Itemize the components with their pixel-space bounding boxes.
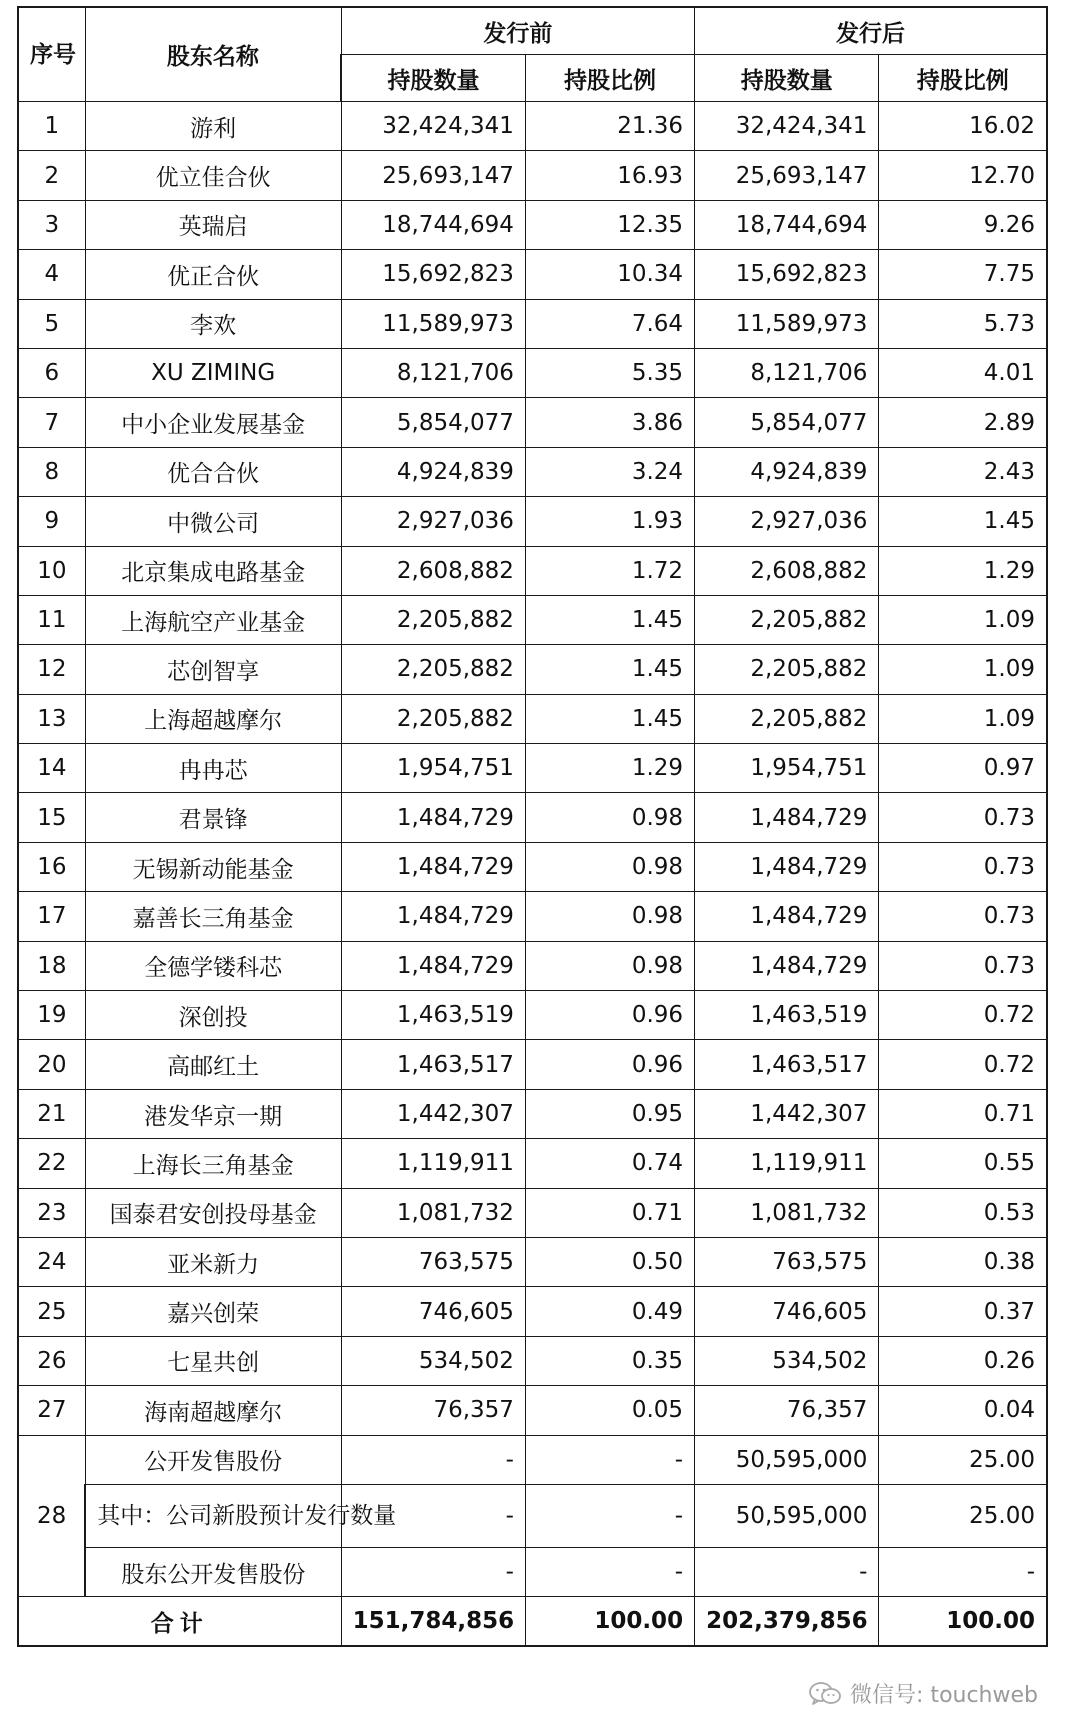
row-before-ratio: 0.96 bbox=[525, 1040, 694, 1089]
table-row bbox=[18, 348, 1047, 397]
row-name: 游利 bbox=[85, 102, 341, 151]
table-row bbox=[18, 546, 1047, 595]
table-row bbox=[18, 1386, 1047, 1435]
row-seq: 7 bbox=[18, 398, 85, 447]
row-seq: 19 bbox=[18, 991, 85, 1040]
row-seq: 3 bbox=[18, 200, 85, 249]
row-before-ratio: 0.50 bbox=[525, 1237, 694, 1286]
row-name: 公开发售股份 bbox=[85, 1435, 341, 1484]
row-seq: 6 bbox=[18, 348, 85, 397]
row-before-shares: 1,484,729 bbox=[341, 892, 525, 941]
row-before-shares: 2,205,882 bbox=[341, 595, 525, 644]
table-row bbox=[18, 1139, 1047, 1188]
row-seq: 10 bbox=[18, 546, 85, 595]
row-after-shares: 1,119,911 bbox=[695, 1139, 879, 1188]
row-before-shares: 15,692,823 bbox=[341, 250, 525, 299]
row-after-ratio: 0.73 bbox=[879, 941, 1047, 990]
total-after-shares: 202,379,856 bbox=[695, 1597, 879, 1647]
table-row bbox=[18, 1336, 1047, 1385]
table-row bbox=[18, 1089, 1047, 1138]
row-before-shares: 1,081,732 bbox=[341, 1188, 525, 1237]
row-after-shares: 1,484,729 bbox=[695, 842, 879, 891]
row-after-ratio: 9.26 bbox=[879, 200, 1047, 249]
row-name: 全德学镂科芯 bbox=[85, 941, 341, 990]
table-row bbox=[18, 447, 1047, 496]
row-name: 上海航空产业基金 bbox=[85, 595, 341, 644]
header-after: 发行后 bbox=[695, 7, 1047, 55]
row-after-ratio: 0.72 bbox=[879, 1040, 1047, 1089]
row-seq: 27 bbox=[18, 1386, 85, 1435]
row-name: 高邮红土 bbox=[85, 1040, 341, 1089]
row-name: 深创投 bbox=[85, 991, 341, 1040]
wechat-icon bbox=[808, 1681, 842, 1707]
row-after-ratio: 0.73 bbox=[879, 892, 1047, 941]
row-after-shares: 1,463,517 bbox=[695, 1040, 879, 1089]
row-before-shares: 763,575 bbox=[341, 1237, 525, 1286]
row-before-ratio: 0.98 bbox=[525, 793, 694, 842]
row-after-ratio: 0.55 bbox=[879, 1139, 1047, 1188]
row-name: XU ZIMING bbox=[85, 348, 341, 397]
row-before-ratio: 0.98 bbox=[525, 842, 694, 891]
row-name: 英瑞启 bbox=[85, 200, 341, 249]
row-after-shares: 1,484,729 bbox=[695, 941, 879, 990]
row-before-ratio: 0.05 bbox=[525, 1386, 694, 1435]
row-after-shares: 763,575 bbox=[695, 1237, 879, 1286]
row-name: 嘉善长三角基金 bbox=[85, 892, 341, 941]
table-row bbox=[18, 744, 1047, 793]
row-seq: 14 bbox=[18, 744, 85, 793]
row-seq: 21 bbox=[18, 1089, 85, 1138]
row-after-ratio: 2.89 bbox=[879, 398, 1047, 447]
row-after-shares: 1,463,519 bbox=[695, 991, 879, 1040]
row-after-ratio: 0.38 bbox=[879, 1237, 1047, 1286]
row-name: 国泰君安创投母基金 bbox=[85, 1188, 341, 1237]
row-before-ratio: 1.45 bbox=[525, 645, 694, 694]
table-row bbox=[18, 151, 1047, 200]
row-before-shares: 1,463,517 bbox=[341, 1040, 525, 1089]
row-seq: 12 bbox=[18, 645, 85, 694]
row-before-ratio: 0.71 bbox=[525, 1188, 694, 1237]
row-seq: 20 bbox=[18, 1040, 85, 1089]
header-after-shares: 持股数量 bbox=[695, 55, 879, 102]
row-after-shares: 25,693,147 bbox=[695, 151, 879, 200]
row-before-ratio: 1.93 bbox=[525, 497, 694, 546]
row-name: 亚米新力 bbox=[85, 1237, 341, 1286]
row-after-ratio: 0.73 bbox=[879, 842, 1047, 891]
table-row bbox=[18, 793, 1047, 842]
total-before-ratio: 100.00 bbox=[525, 1597, 694, 1647]
row-after-shares: 2,205,882 bbox=[695, 645, 879, 694]
table-row bbox=[18, 842, 1047, 891]
row-name: 冉冉芯 bbox=[85, 744, 341, 793]
row-after-ratio: 25.00 bbox=[879, 1484, 1047, 1547]
table-row bbox=[18, 991, 1047, 1040]
row-after-ratio: 0.97 bbox=[879, 744, 1047, 793]
row-before-ratio: 21.36 bbox=[525, 102, 694, 151]
row-before-shares: - bbox=[341, 1435, 525, 1484]
row-after-shares: 1,954,751 bbox=[695, 744, 879, 793]
row-before-shares: 5,854,077 bbox=[341, 398, 525, 447]
row-after-shares: - bbox=[695, 1547, 879, 1596]
row-before-shares: 4,924,839 bbox=[341, 447, 525, 496]
row-seq: 11 bbox=[18, 595, 85, 644]
row-after-ratio: 0.71 bbox=[879, 1089, 1047, 1138]
row-after-shares: 746,605 bbox=[695, 1287, 879, 1336]
row-after-shares: 50,595,000 bbox=[695, 1435, 879, 1484]
row-seq: 16 bbox=[18, 842, 85, 891]
header-before: 发行前 bbox=[341, 7, 694, 55]
row-after-shares: 8,121,706 bbox=[695, 348, 879, 397]
row-before-shares: 32,424,341 bbox=[341, 102, 525, 151]
row-after-ratio: 1.29 bbox=[879, 546, 1047, 595]
row-name: 李欢 bbox=[85, 299, 341, 348]
row-after-ratio: 16.02 bbox=[879, 102, 1047, 151]
total-after-ratio: 100.00 bbox=[879, 1597, 1047, 1647]
row-before-ratio: 0.74 bbox=[525, 1139, 694, 1188]
row-before-shares: 8,121,706 bbox=[341, 348, 525, 397]
total-row bbox=[18, 1597, 1047, 1647]
row-after-ratio: 2.43 bbox=[879, 447, 1047, 496]
row-name: 嘉兴创荣 bbox=[85, 1287, 341, 1336]
row-before-ratio: 3.24 bbox=[525, 447, 694, 496]
row-before-shares: 1,954,751 bbox=[341, 744, 525, 793]
row-after-shares: 2,608,882 bbox=[695, 546, 879, 595]
row-after-shares: 76,357 bbox=[695, 1386, 879, 1435]
table-row-28a bbox=[18, 1435, 1047, 1484]
row-name: 北京集成电路基金 bbox=[85, 546, 341, 595]
table-row bbox=[18, 102, 1047, 151]
table-row bbox=[18, 1237, 1047, 1286]
row-after-ratio: 7.75 bbox=[879, 250, 1047, 299]
row-after-shares: 5,854,077 bbox=[695, 398, 879, 447]
table-row bbox=[18, 595, 1047, 644]
row-after-shares: 2,205,882 bbox=[695, 595, 879, 644]
header-before-ratio: 持股比例 bbox=[525, 55, 694, 102]
row-before-ratio: - bbox=[525, 1547, 694, 1596]
row-name: 七星共创 bbox=[85, 1336, 341, 1385]
row-before-ratio: 3.86 bbox=[525, 398, 694, 447]
row-after-shares: 11,589,973 bbox=[695, 299, 879, 348]
row-after-ratio: 1.45 bbox=[879, 497, 1047, 546]
row-after-ratio: 0.73 bbox=[879, 793, 1047, 842]
row-before-ratio: 1.45 bbox=[525, 694, 694, 743]
row-after-ratio: 1.09 bbox=[879, 694, 1047, 743]
row-seq: 24 bbox=[18, 1237, 85, 1286]
row-after-shares: 15,692,823 bbox=[695, 250, 879, 299]
header-row-1 bbox=[18, 7, 1047, 55]
row-seq: 13 bbox=[18, 694, 85, 743]
row-after-ratio: 0.37 bbox=[879, 1287, 1047, 1336]
row-before-shares: 2,608,882 bbox=[341, 546, 525, 595]
row-name: 上海长三角基金 bbox=[85, 1139, 341, 1188]
row-after-shares: 32,424,341 bbox=[695, 102, 879, 151]
row-after-ratio: 4.01 bbox=[879, 348, 1047, 397]
row-before-ratio: 10.34 bbox=[525, 250, 694, 299]
row-name: 股东公开发售股份 bbox=[85, 1547, 341, 1596]
table-row bbox=[18, 1287, 1047, 1336]
row-after-shares: 2,205,882 bbox=[695, 694, 879, 743]
row-before-ratio: 0.49 bbox=[525, 1287, 694, 1336]
table-row bbox=[18, 892, 1047, 941]
row-seq: 17 bbox=[18, 892, 85, 941]
row-after-ratio: 1.09 bbox=[879, 595, 1047, 644]
row-name: 中微公司 bbox=[85, 497, 341, 546]
table-row bbox=[18, 497, 1047, 546]
row-seq: 25 bbox=[18, 1287, 85, 1336]
row-before-shares: 76,357 bbox=[341, 1386, 525, 1435]
row-after-ratio: 0.53 bbox=[879, 1188, 1047, 1237]
row-seq: 5 bbox=[18, 299, 85, 348]
row-before-shares: 1,484,729 bbox=[341, 842, 525, 891]
row-seq: 4 bbox=[18, 250, 85, 299]
row-before-shares: 2,205,882 bbox=[341, 694, 525, 743]
row-before-shares: 1,484,729 bbox=[341, 941, 525, 990]
row-after-ratio: 12.70 bbox=[879, 151, 1047, 200]
row-seq: 9 bbox=[18, 497, 85, 546]
row-before-ratio: 0.95 bbox=[525, 1089, 694, 1138]
row-before-shares: 1,442,307 bbox=[341, 1089, 525, 1138]
row-before-ratio: 7.64 bbox=[525, 299, 694, 348]
row-seq: 1 bbox=[18, 102, 85, 151]
row-name: 其中：公司新股预计发行数量 bbox=[85, 1484, 341, 1547]
row-before-ratio: 0.35 bbox=[525, 1336, 694, 1385]
table-row bbox=[18, 200, 1047, 249]
row-before-shares: 1,484,729 bbox=[341, 793, 525, 842]
row-name: 海南超越摩尔 bbox=[85, 1386, 341, 1435]
watermark bbox=[808, 1678, 1038, 1709]
header-after-ratio: 持股比例 bbox=[879, 55, 1047, 102]
row-after-shares: 1,081,732 bbox=[695, 1188, 879, 1237]
row-before-ratio: 0.96 bbox=[525, 991, 694, 1040]
row-name: 优正合伙 bbox=[85, 250, 341, 299]
row-name: 上海超越摩尔 bbox=[85, 694, 341, 743]
row-after-ratio: 0.26 bbox=[879, 1336, 1047, 1385]
row-name: 中小企业发展基金 bbox=[85, 398, 341, 447]
table-row bbox=[18, 694, 1047, 743]
row-after-shares: 1,484,729 bbox=[695, 892, 879, 941]
row-before-ratio: 1.45 bbox=[525, 595, 694, 644]
row-before-ratio: - bbox=[525, 1484, 694, 1547]
header-seq: 序号 bbox=[18, 7, 85, 102]
row-before-ratio: 1.72 bbox=[525, 546, 694, 595]
table-row bbox=[18, 398, 1047, 447]
row-name: 优合合伙 bbox=[85, 447, 341, 496]
shareholder-table bbox=[17, 6, 1048, 1647]
row-seq: 28 bbox=[18, 1435, 85, 1597]
row-after-ratio: 25.00 bbox=[879, 1435, 1047, 1484]
header-name: 股东名称 bbox=[85, 7, 341, 102]
row-seq: 22 bbox=[18, 1139, 85, 1188]
table-row-28c bbox=[18, 1547, 1047, 1596]
row-after-ratio: - bbox=[879, 1547, 1047, 1596]
row-name: 芯创智享 bbox=[85, 645, 341, 694]
table-row bbox=[18, 299, 1047, 348]
row-name: 无锡新动能基金 bbox=[85, 842, 341, 891]
row-before-shares: 18,744,694 bbox=[341, 200, 525, 249]
row-before-shares: - bbox=[341, 1547, 525, 1596]
row-seq: 26 bbox=[18, 1336, 85, 1385]
row-before-shares: 746,605 bbox=[341, 1287, 525, 1336]
row-seq: 23 bbox=[18, 1188, 85, 1237]
row-after-ratio: 1.09 bbox=[879, 645, 1047, 694]
row-after-ratio: 0.72 bbox=[879, 991, 1047, 1040]
row-after-ratio: 0.04 bbox=[879, 1386, 1047, 1435]
row-after-shares: 1,484,729 bbox=[695, 793, 879, 842]
row-before-shares: 25,693,147 bbox=[341, 151, 525, 200]
table-row-28b bbox=[18, 1484, 1047, 1547]
row-before-ratio: 0.98 bbox=[525, 892, 694, 941]
row-seq: 8 bbox=[18, 447, 85, 496]
row-before-ratio: 16.93 bbox=[525, 151, 694, 200]
row-after-ratio: 5.73 bbox=[879, 299, 1047, 348]
row-before-shares: 1,463,519 bbox=[341, 991, 525, 1040]
total-label: 合计 bbox=[18, 1597, 341, 1647]
row-before-ratio: 0.98 bbox=[525, 941, 694, 990]
row-before-ratio: - bbox=[525, 1435, 694, 1484]
row-seq: 2 bbox=[18, 151, 85, 200]
row-after-shares: 50,595,000 bbox=[695, 1484, 879, 1547]
row-after-shares: 18,744,694 bbox=[695, 200, 879, 249]
row-before-ratio: 5.35 bbox=[525, 348, 694, 397]
row-before-ratio: 12.35 bbox=[525, 200, 694, 249]
row-before-shares: - bbox=[341, 1484, 525, 1547]
row-before-shares: 2,927,036 bbox=[341, 497, 525, 546]
table-row bbox=[18, 1188, 1047, 1237]
table-row bbox=[18, 645, 1047, 694]
row-before-shares: 534,502 bbox=[341, 1336, 525, 1385]
row-seq: 18 bbox=[18, 941, 85, 990]
watermark-text: 微信号: touchweb bbox=[850, 1683, 1038, 1708]
row-after-shares: 1,442,307 bbox=[695, 1089, 879, 1138]
row-after-shares: 2,927,036 bbox=[695, 497, 879, 546]
row-before-ratio: 1.29 bbox=[525, 744, 694, 793]
row-after-shares: 534,502 bbox=[695, 1336, 879, 1385]
row-before-shares: 1,119,911 bbox=[341, 1139, 525, 1188]
row-name: 优立佳合伙 bbox=[85, 151, 341, 200]
row-name: 君景锋 bbox=[85, 793, 341, 842]
table-row bbox=[18, 941, 1047, 990]
total-before-shares: 151,784,856 bbox=[341, 1597, 525, 1647]
row-before-shares: 11,589,973 bbox=[341, 299, 525, 348]
row-after-shares: 4,924,839 bbox=[695, 447, 879, 496]
row-name: 港发华京一期 bbox=[85, 1089, 341, 1138]
row-seq: 15 bbox=[18, 793, 85, 842]
table-row bbox=[18, 250, 1047, 299]
table-row bbox=[18, 1040, 1047, 1089]
header-before-shares: 持股数量 bbox=[341, 55, 525, 102]
row-before-shares: 2,205,882 bbox=[341, 645, 525, 694]
